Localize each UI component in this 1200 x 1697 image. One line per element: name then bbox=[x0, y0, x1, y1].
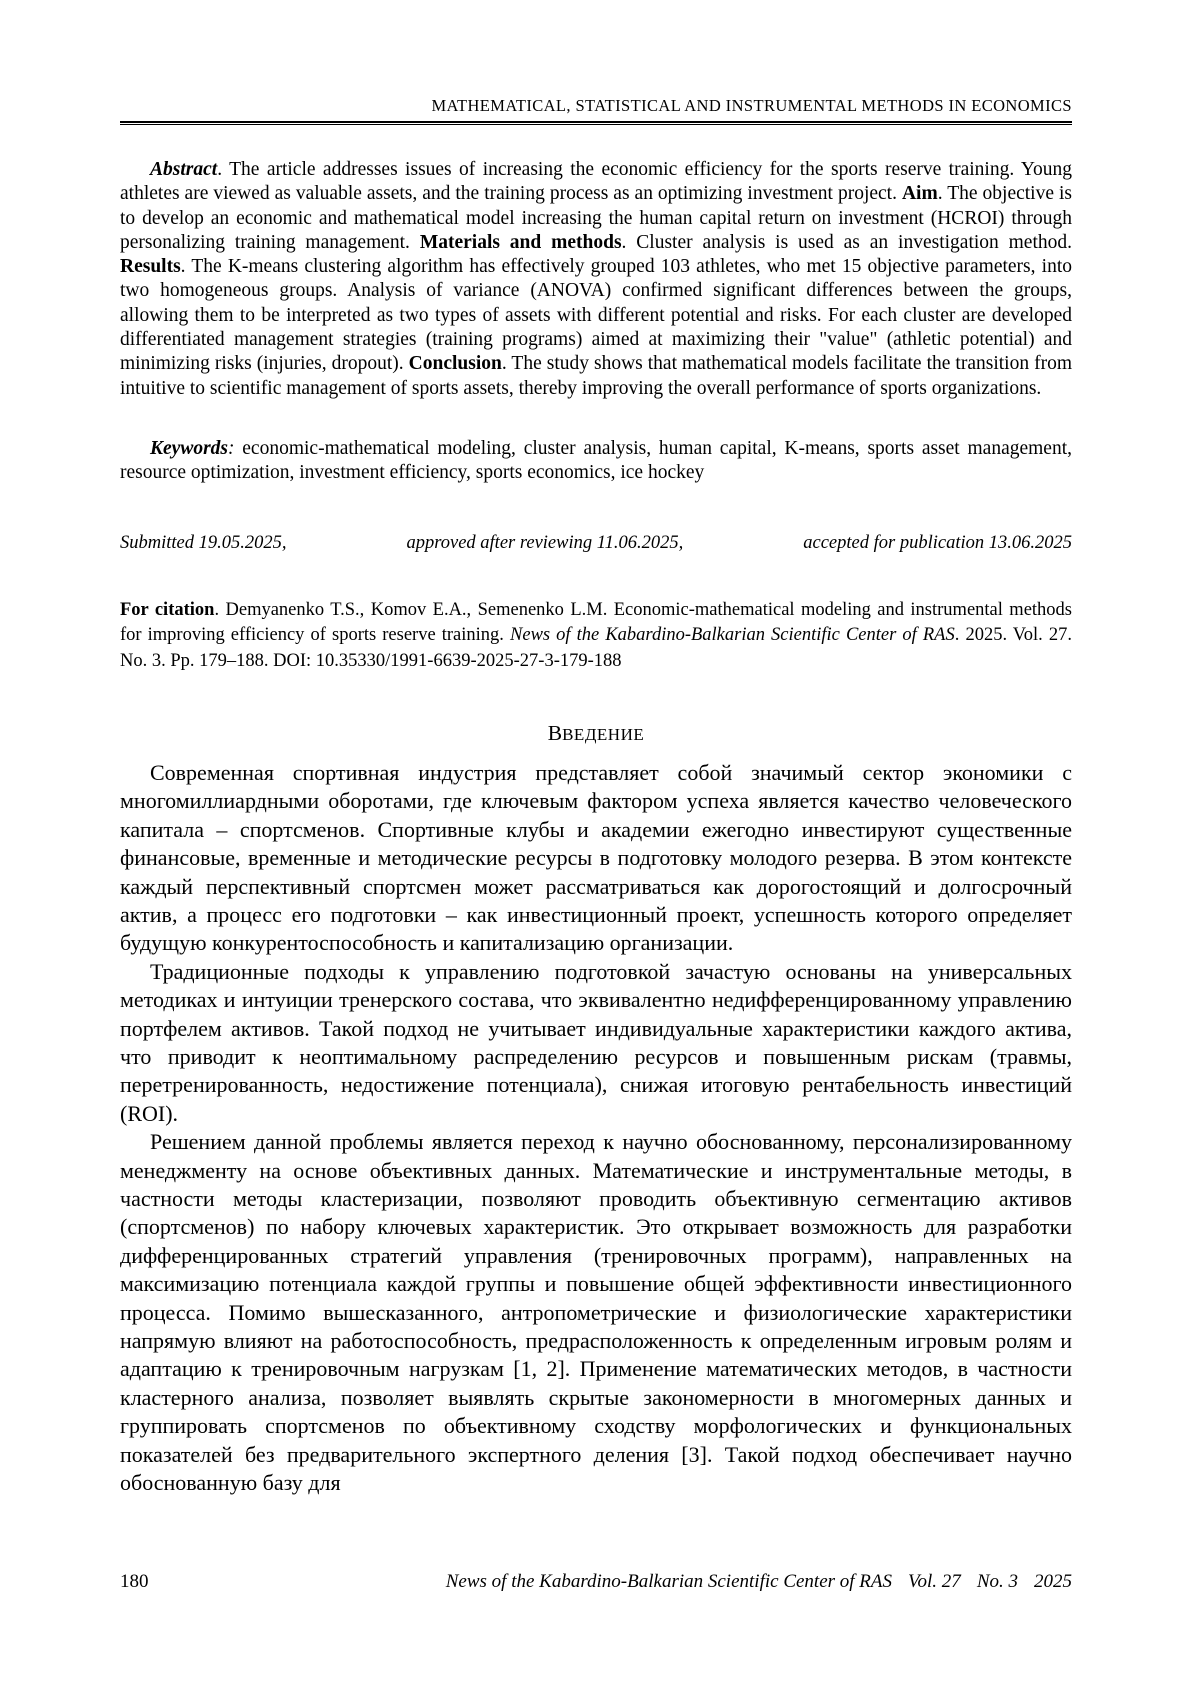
page-content bbox=[120, 0, 1072, 1498]
page-number: 180 bbox=[120, 1571, 149, 1592]
journal-footer-line bbox=[446, 1571, 1072, 1593]
journal-volume: Vol. 27 bbox=[908, 1571, 961, 1592]
submitted-date: Submitted 19.05.2025, bbox=[120, 532, 287, 553]
dates-line bbox=[120, 533, 1072, 554]
heading-rest: ВЕДЕНИЕ bbox=[562, 724, 645, 744]
header-rule bbox=[120, 121, 1072, 125]
accepted-date: accepted for publication 13.06.2025 bbox=[803, 532, 1072, 553]
heading-initial: В bbox=[547, 720, 563, 745]
citation-paragraph: For citation. Demyanenko T.S., Komov E.A., Semenenko L.M. Economic-mathematical modeling and instrumental methods for improving efficiency of sports reserve training. News of the Kabardino-Balkarian Scientific Center of RAS. 2025. Vol. 27. No. 3. Pp. 179–188. DOI: 10.35330/1991-6639-2025-27-3-179-188 bbox=[120, 599, 1073, 672]
intro-paragraph-1: Современная спортивная индустрия представляет собой значимый сектор экономики с многомиллиардными оборотами, где ключевым фактором успеха является качество человеческого капитала – спортсменов. Спортивные клубы и академии ежегодно инвестируют существенные финансовые, временные и методические ресурсы в подготовку молодого резерва. В этом контексте каждый перспективный спортсмен может рассматриваться как дорогостоящий и долгосрочный актив, а процесс его подготовки – как инвестиционный проект, успешность которого определяет будущую конкурентоспособность и капитализацию организации. bbox=[120, 759, 1072, 956]
introduction-heading bbox=[120, 721, 1072, 746]
approved-date: approved after reviewing 11.06.2025, bbox=[406, 532, 684, 553]
intro-paragraph-3: Решением данной проблемы является переход к научно обоснованному, персонализированному менеджменту на основе объективных данных. Математические и инструментальные методы, в частности методы кластеризации, позволяют проводить объективную сегментацию активов (спортсменов) по набору ключевых характеристик. Это открывает возможность для разработки дифференцированных стратегий управления (тренировочных программ), направленных на максимизацию потенциала каждой группы и повышение общей эффективности инвестиционного процесса. Помимо вышесказанного, антропометрические и физиологические характеристики напрямую влияют на работоспособность, предрасположенность к определенным игровым ролям и адаптацию к тренировочным нагрузкам [1, 2]. Применение математических методов, в частности кластерного анализа, позволяет выявлять скрытые закономерности в многомерных данных и группировать спортсменов по объективному сходству морфологических и функциональных показателей без предварительного экспертного деления [3]. Такой подход обеспечивает научно обоснованную базу для bbox=[120, 1129, 1072, 1496]
journal-title: News of the Kabardino-Balkarian Scientific Center of RAS bbox=[445, 1571, 893, 1592]
page-footer bbox=[120, 1571, 1072, 1593]
journal-year: 2025 bbox=[1034, 1571, 1072, 1592]
abstract-paragraph: Abstract. The article addresses issues of increasing the economic efficiency for the sports reserve training. Young athletes are viewed as valuable assets, and the training process as an optimizing investment project. Aim. The objective is to develop an economic and mathematical model increasing the human capital return on investment (HCROI) through personalizing training management. Materials and methods. Cluster analysis is used as an investigation method. Results. The K-means clustering algorithm has effectively grouped 103 athletes, who met 15 objective parameters, into two homogeneous groups. Analysis of variance (ANOVA) confirmed significant differences between the groups, allowing them to be interpreted as two types of assets with different potential and risks. For each cluster are developed differentiated management strategies (training programs) aimed at maximizing their "value" (athletic potential) and minimizing risks (injuries, dropout). Conclusion. The study shows that mathematical models facilitate the transition from intuitive to scientific management of sports assets, thereby improving the overall performance of sports organizations. bbox=[120, 159, 1073, 399]
running-title: MATHEMATICAL, STATISTICAL AND INSTRUMENTAL METHODS IN ECONOMICS bbox=[431, 96, 1072, 115]
journal-issue: No. 3 bbox=[976, 1571, 1018, 1592]
intro-paragraph-2: Традиционные подходы к управлению подготовкой зачастую основаны на универсальных методиках и интуиции тренерского состава, что эквивалентно недифференцированному управлению портфелем активов. Такой подход не учитывает индивидуальные характеристики каждого актива, что приводит к неоптимальному распределению ресурсов и повышенным рискам (травмы, перетренированность, недостижение потенциала), снижая итоговую рентабельность инвестиций (ROI). bbox=[120, 958, 1072, 1126]
keywords-paragraph: Keywords: economic-mathematical modeling, cluster analysis, human capital, K-means, sports asset management, resource optimization, investment efficiency, sports economics, ice hockey bbox=[120, 437, 1072, 484]
